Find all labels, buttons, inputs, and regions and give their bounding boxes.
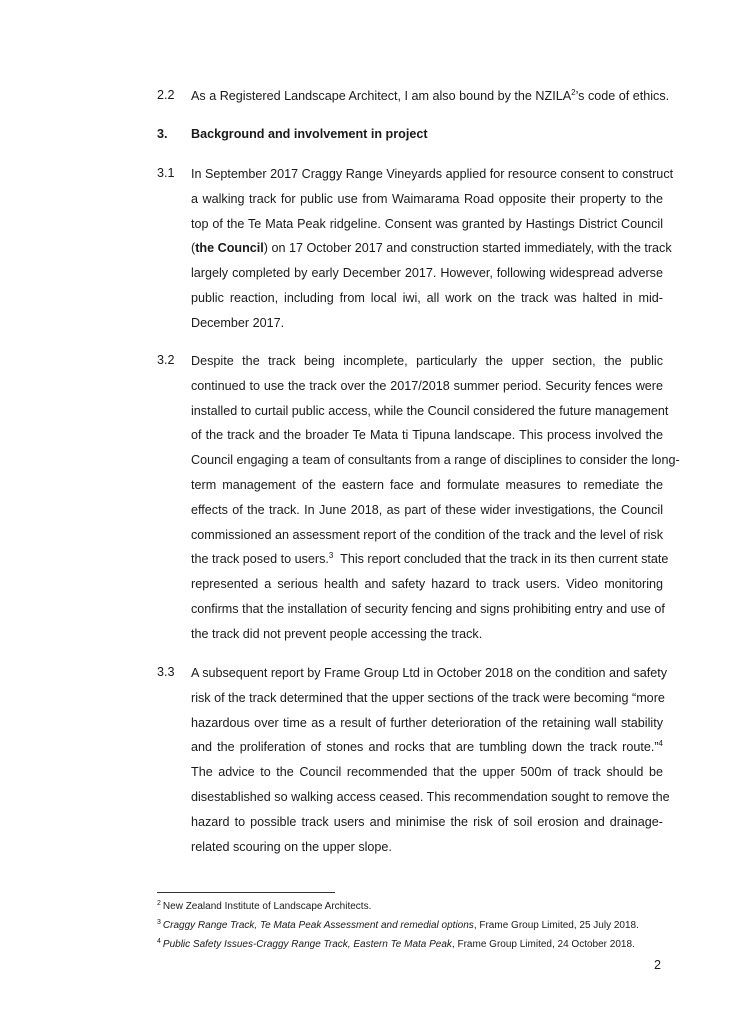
section-heading: Background and involvement in project xyxy=(191,127,428,141)
paragraph-line: of the track and the broader Te Mata ti Tipuna landscape. This process involved the xyxy=(191,428,663,443)
paragraph-line: In September 2017 Craggy Range Vineyards applied for resource consent to construct xyxy=(191,167,674,181)
paragraph-line: disestablished so walking access ceased. This recommendation sought to remove the xyxy=(191,789,670,804)
paragraph-line: largely completed by early December 2017. However, following widespread adverse xyxy=(191,266,663,281)
paragraph-line: effects of the track. In June 2018, as part of these wider investigations, the Council xyxy=(191,502,663,517)
paragraph-line: represented a serious health and safety hazard to track users. Video monitoring xyxy=(191,577,663,592)
paragraph-line: confirms that the installation of security fencing and signs prohibiting entry and use of xyxy=(191,601,665,616)
page-number: 2 xyxy=(654,958,662,972)
paragraph-line: the track posed to users.$^3$ This report concluded that the track in its then current state xyxy=(191,551,669,567)
footnote-3: $^3$ Craggy Range Track, Te Mata Peak Assessment and remedial options, Frame Group Limited, 25 July 2018. xyxy=(157,918,639,931)
footnote-ref: 2 xyxy=(571,87,576,97)
footnote-ref: 4 xyxy=(658,739,663,749)
paragraph-line: and the proliferation of stones and rocks that are tumbling down the track route.”$^4$ xyxy=(191,739,663,755)
paragraph-line: term management of the eastern face and formulate measures to remediate the xyxy=(191,477,663,492)
paragraph-line: public reaction, including from local iwi, all work on the track was halted in mid- xyxy=(191,290,663,305)
paragraph-line: As a Registered Landscape Architect, I am also bound by the NZILA$^2$’s code of ethics. xyxy=(191,87,670,103)
footnote-2: $^2$ New Zealand Institute of Landscape Architects. xyxy=(157,899,372,912)
paragraph-line: hazardous over time as a result of further deterioration of the retaining wall stability xyxy=(191,715,663,730)
footnote-4: $^4$ Public Safety Issues-Craggy Range Track, Eastern Te Mata Peak, Frame Group Limited, 24 October 2018. xyxy=(157,937,635,950)
paragraph-line: a walking track for public use from Waimarama Road opposite their property to the xyxy=(191,191,663,206)
paragraph-line: Despite the track being incomplete, particularly the upper section, the public xyxy=(191,354,663,368)
footnote-ref: 3 xyxy=(328,551,334,561)
section-number: 3. xyxy=(157,127,168,141)
paragraph-line: risk of the track determined that the upper sections of the track were becoming “more xyxy=(191,690,665,705)
paragraph-line: the track did not prevent people accessing the track. xyxy=(191,626,483,641)
paragraph-line: top of the Te Mata Peak ridgeline. Consent was granted by Hastings District Council xyxy=(191,216,663,231)
paragraph-line: commissioned an assessment report of the condition of the track and the level of risk xyxy=(191,527,663,542)
paragraph-number: 2.2 xyxy=(157,88,175,102)
paragraph-line: continued to use the track over the 2017/2018 summer period. Security fences were xyxy=(191,378,663,393)
paragraph-line: related scouring on the upper slope. xyxy=(191,839,392,854)
footnote-divider xyxy=(157,892,335,893)
paragraph-line: (the Council) on 17 October 2017 and construction started immediately, with the track xyxy=(191,241,672,256)
paragraph-number: 3.1 xyxy=(157,166,175,180)
paragraph-line: hazard to possible track users and minimise the risk of soil erosion and drainage- xyxy=(191,814,663,829)
paragraph-line: A subsequent report by Frame Group Ltd in October 2018 on the condition and safety xyxy=(191,666,668,680)
paragraph-line: The advice to the Council recommended that the upper 500m of track should be xyxy=(191,765,663,780)
paragraph-number: 3.3 xyxy=(157,665,175,679)
paragraph-line: Council engaging a team of consultants from a range of disciplines to consider the long- xyxy=(191,453,680,468)
defined-term: the Council xyxy=(195,241,264,256)
paragraph-line: installed to curtail public access, while the Council considered the future management xyxy=(191,403,669,418)
paragraph-number: 3.2 xyxy=(157,353,175,367)
paragraph-line: December 2017. xyxy=(191,315,285,330)
